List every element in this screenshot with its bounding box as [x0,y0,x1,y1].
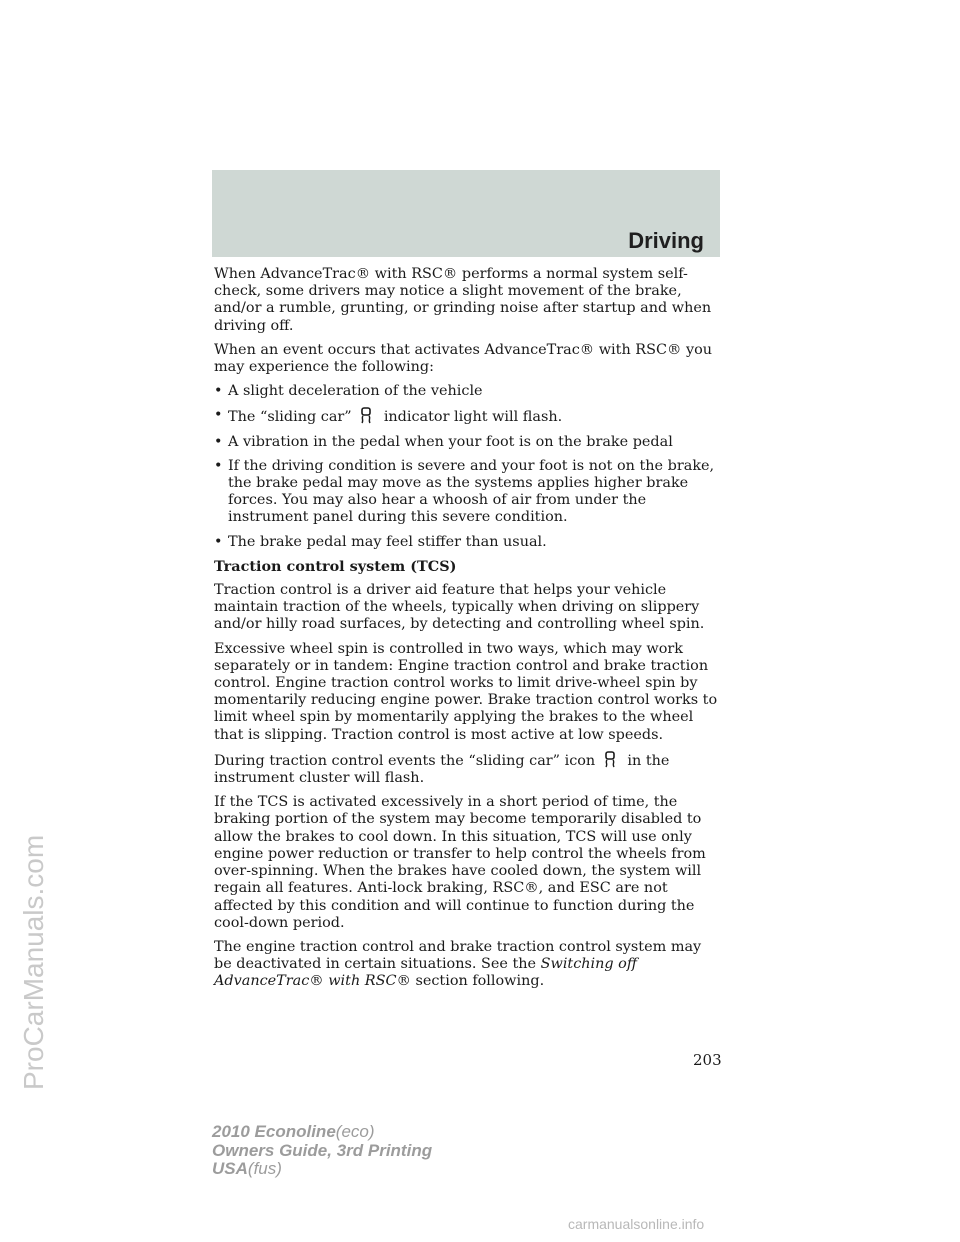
paragraph-self-check: When AdvanceTrac® with RSC® performs a normal system self-check, some drivers may notice a slight movement of the brake, and/or a rumble, grunting, or grinding noise after startup and when driving off. [214,266,712,334]
paragraph-tcs-intro: Traction control is a driver aid feature that helps your vehicle maintain traction of the wheels, typically when driving on slippery and/or hilly road surfaces, by detecting and controlling wheel spin. [214,582,705,633]
bullet-text-after-icon: indicator light will flash. [383,409,563,426]
bullet-text: A vibration in the pedal when your foot is on the brake pedal [228,433,673,450]
footer [212,1123,432,1179]
sliding-car-icon [603,751,617,769]
text-after-icon: in the instrument cluster will flash. [214,752,670,787]
footer-line-1 [212,1123,432,1142]
sliding-car-icon [359,407,373,425]
bullet-dot: • [214,383,223,400]
footer-market: USA [212,1159,248,1178]
section-reference: Switching off AdvanceTrac® with RSC® [214,956,638,990]
paragraph-event-intro: When an event occurs that activates AdvanceTrac® with RSC® you may experience the following: [214,341,713,376]
bullet-text-before-icon: The “sliding car” [228,409,352,426]
list-item [214,383,720,400]
bullet-text: If the driving condition is severe and your foot is not on the brake, the brake pedal may move as the systems applies higher brake forces. You may also hear a whoosh of air from under the instrument panel during this severe condition. [228,457,715,526]
list-item [214,458,720,527]
text-before-reference: The engine traction control and brake traction control system may be deactivated in certain situations. See the [214,938,702,973]
bullet-dot: • [214,457,223,474]
paragraph-deactivation [214,939,720,991]
text-before-icon: During traction control events the “sliding car” icon [214,752,596,769]
bullet-text: A slight deceleration of the vehicle [228,383,483,400]
paragraph-wheel-spin: Excessive wheel spin is controlled in two ways, which may work separately or in tandem: Engine traction control and brake traction control. Engine traction control works to limit drive-wheel spin by momentarily reducing engine power. Brake traction control works to limit wheel spin by momentarily applying the brakes to the wheel that is slipping. Traction control is most active at low speeds. [214,640,718,743]
footer-model: 2010 Econoline [212,1122,336,1141]
footer-line-3 [212,1160,432,1179]
section-title: Driving [628,228,704,253]
heading-traction-control: Traction control system (TCS) [214,557,457,575]
footer-market-code: (fus) [247,1159,282,1178]
list-item [214,407,720,426]
bullet-dot: • [214,407,223,424]
paragraph-tcs-events [214,751,720,787]
page-content [214,266,720,998]
text-after-reference: section following. [415,973,545,990]
bullet-dot: • [214,433,223,450]
site-watermark: carmanualsonline.info [568,1216,705,1232]
footer-model-code: (eco) [335,1122,375,1141]
page-number: 203 [693,1051,722,1069]
paragraph-tcs-excessive: If the TCS is activated excessively in a short period of time, the braking portion of the system may become temporarily disabled to allow the brakes to cool down. In this situation, TCS will use only engine power reduction or transfer to help control the wheels from over-spinning. When the brakes have cooled down, the system will regain all features. Anti-lock braking, RSC®, and ESC are not affected by this condition and will continue to function during the cool-down period. [214,794,706,931]
list-item [214,534,720,551]
watermark: ProCarManuals.com [18,834,49,1090]
bullet-text: The brake pedal may feel stiffer than usual. [228,533,547,550]
footer-line-2: Owners Guide, 3rd Printing [212,1140,433,1160]
bullet-dot: • [214,533,223,550]
list-item [214,434,720,451]
